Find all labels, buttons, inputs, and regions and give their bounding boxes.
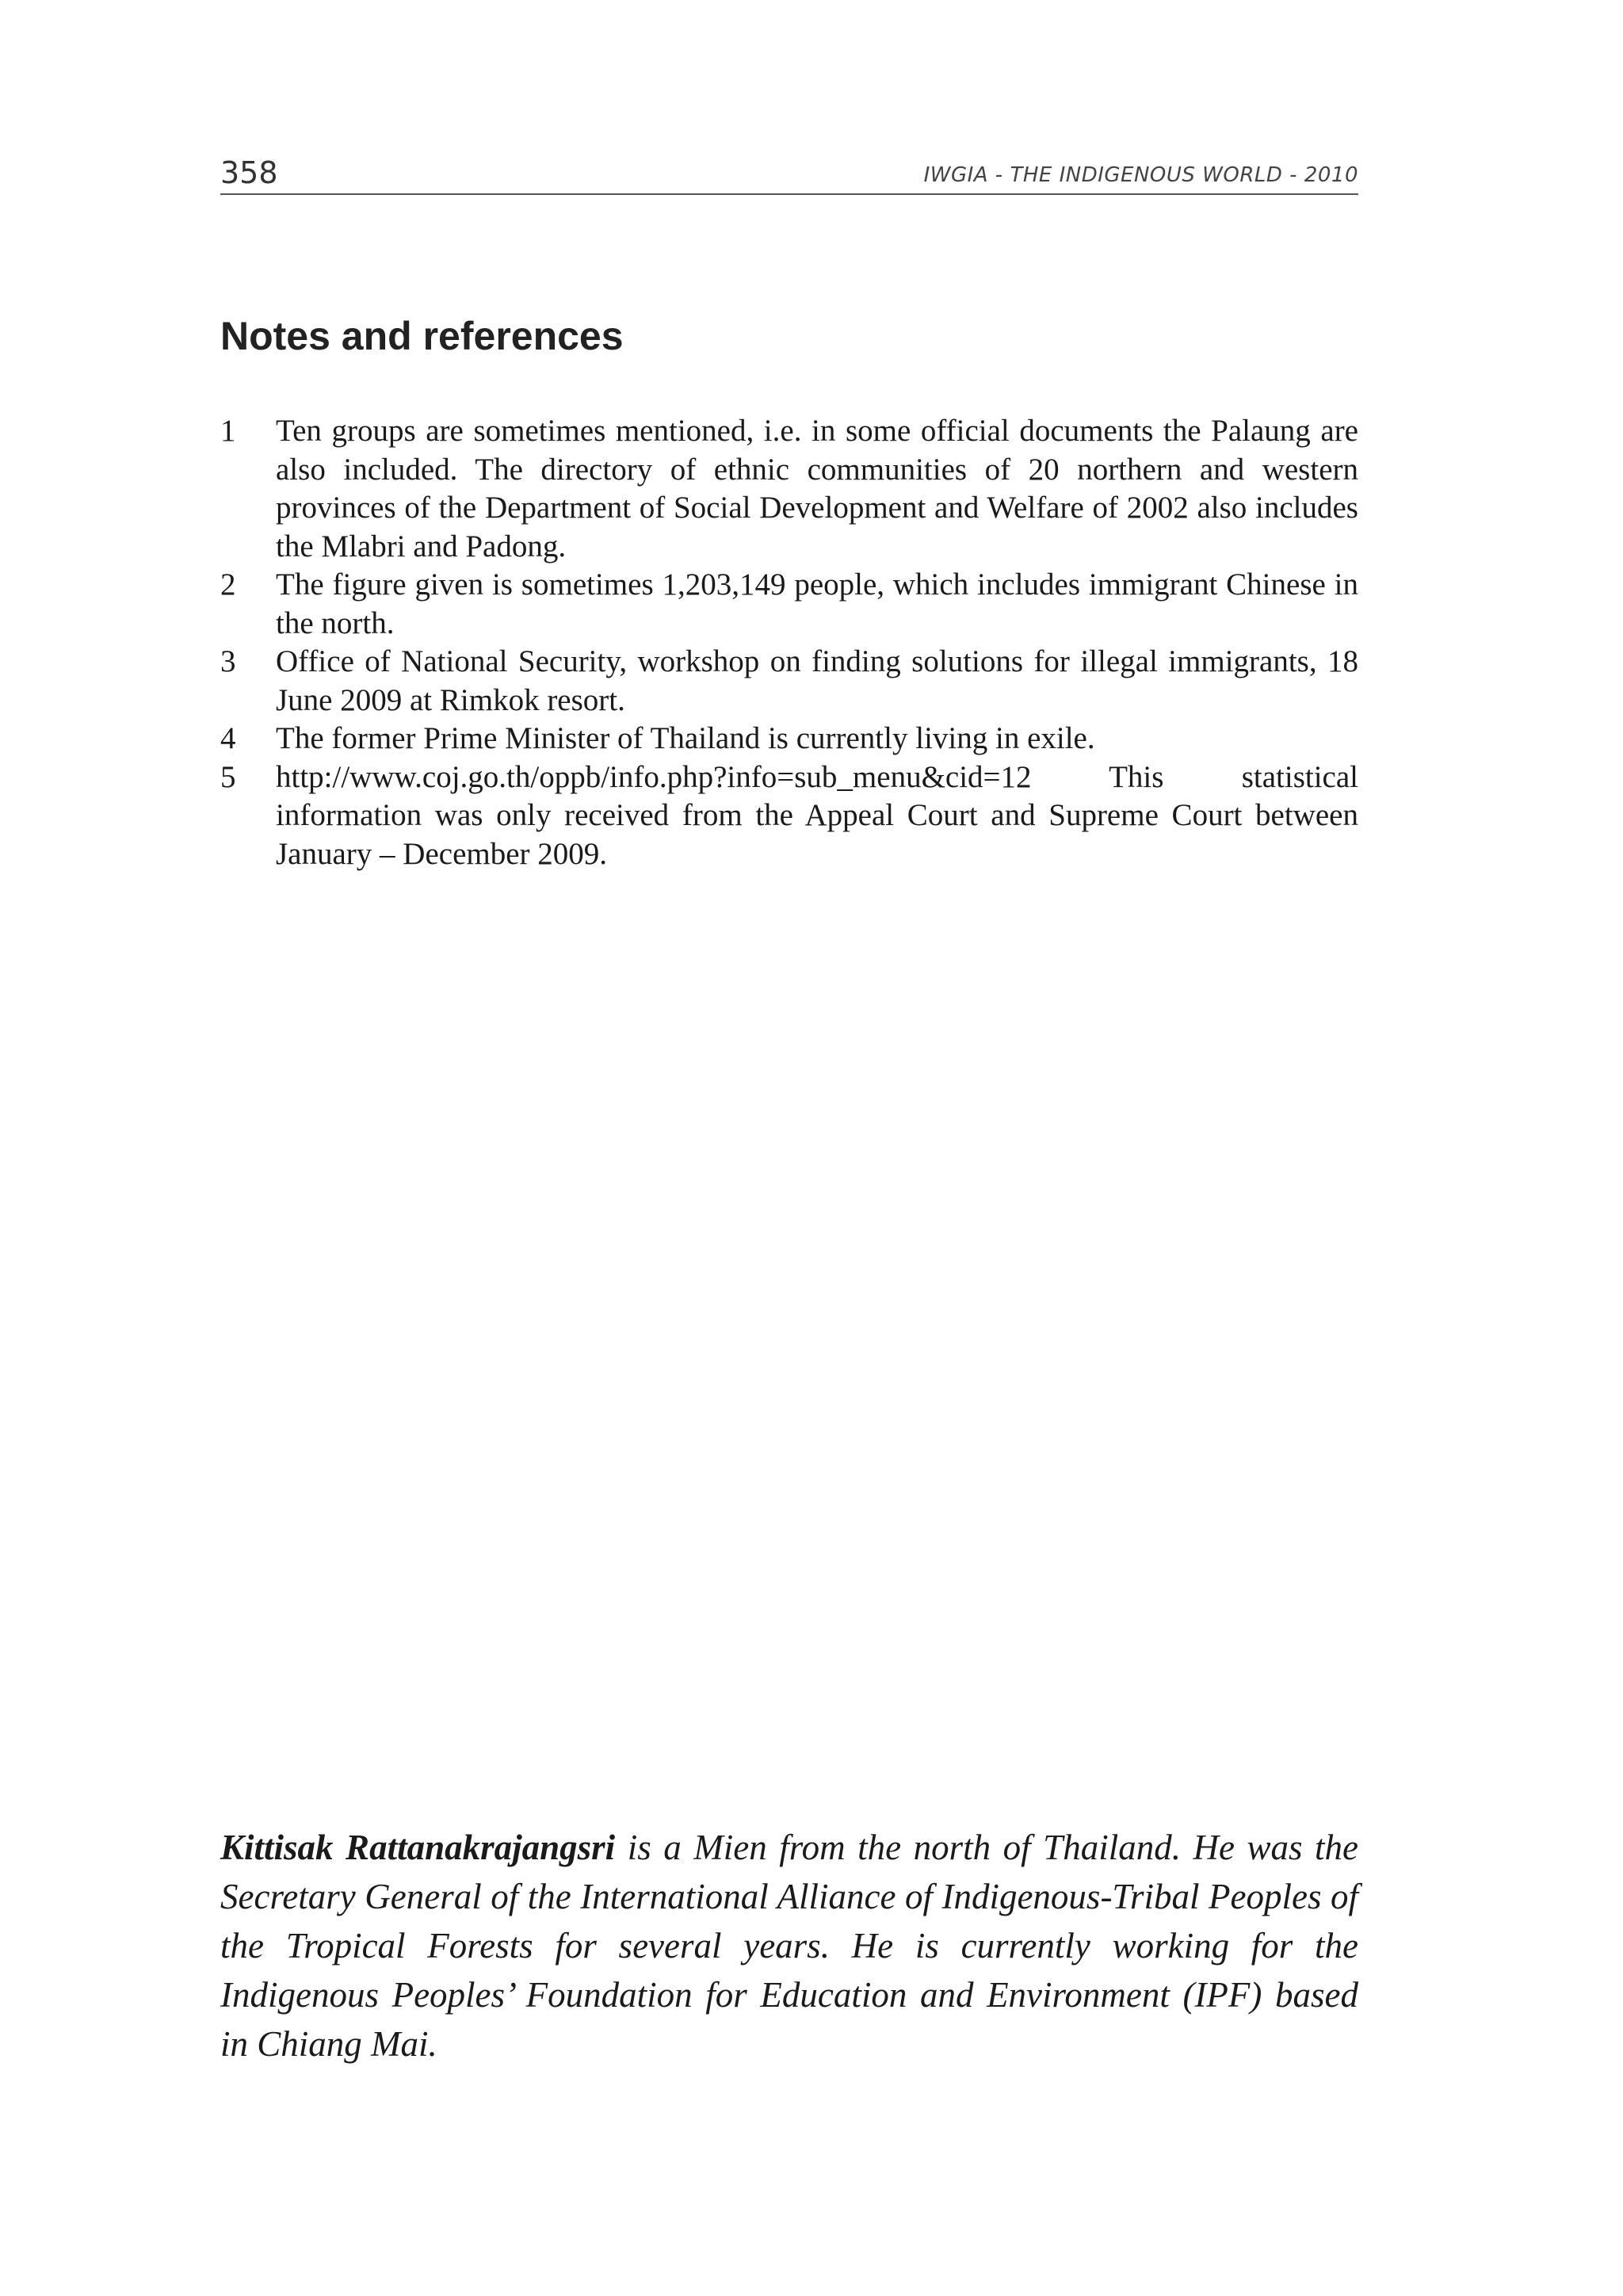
- note-number: 3: [220, 644, 236, 678]
- note-item: [220, 720, 1358, 758]
- note-text: Ten groups are sometimes mentioned, i.e. in some official documents the Palaung are also included. The directory of ethnic communities of 20 northern and western provinces of the Department of Social Development and Welfare of 2002 also includes the Mlabri and Padong.: [276, 414, 1358, 563]
- note-number: 2: [220, 567, 236, 602]
- note-number: 5: [220, 759, 236, 794]
- note-number: 1: [220, 414, 236, 448]
- note-item: [220, 412, 1358, 566]
- author-name: Kittisak Rattanakrajangsri: [220, 1828, 616, 1867]
- notes-list: [220, 412, 1358, 873]
- running-head: IWGIA - THE INDIGENOUS WORLD - 2010: [923, 163, 1358, 187]
- section-title: Notes and references: [220, 314, 624, 358]
- note-text: Office of National Security, workshop on finding solutions for illegal immigrants, 18 June 2009 at Rimkok resort.: [276, 644, 1358, 717]
- note-text: The figure given is sometimes 1,203,149 people, which includes immigrant Chinese in the north.: [276, 567, 1358, 640]
- page-number: 358: [220, 155, 278, 190]
- page-header: [220, 155, 1358, 195]
- author-bio-text: is a Mien from the north of Thailand. He was the Secretary General of the International Alliance of Indigenous-Tribal Peoples of the Tropical Forests for several years. He is currently working for the Indigenous Peoples’ Foundation for Education and Environment (IPF) based in Chiang Mai.: [220, 1828, 1358, 2064]
- note-item: [220, 643, 1358, 720]
- author-bio: [220, 1823, 1358, 2069]
- note-text: The former Prime Minister of Thailand is currently living in exile.: [276, 721, 1095, 755]
- note-item: [220, 758, 1358, 874]
- note-item: [220, 566, 1358, 643]
- note-number: 4: [220, 721, 236, 755]
- note-text: http://www.coj.go.th/oppb/info.php?info=sub_menu&cid=12 This statistical information was only received from the Appeal Court and Supreme Court between January – December 2009.: [276, 759, 1358, 871]
